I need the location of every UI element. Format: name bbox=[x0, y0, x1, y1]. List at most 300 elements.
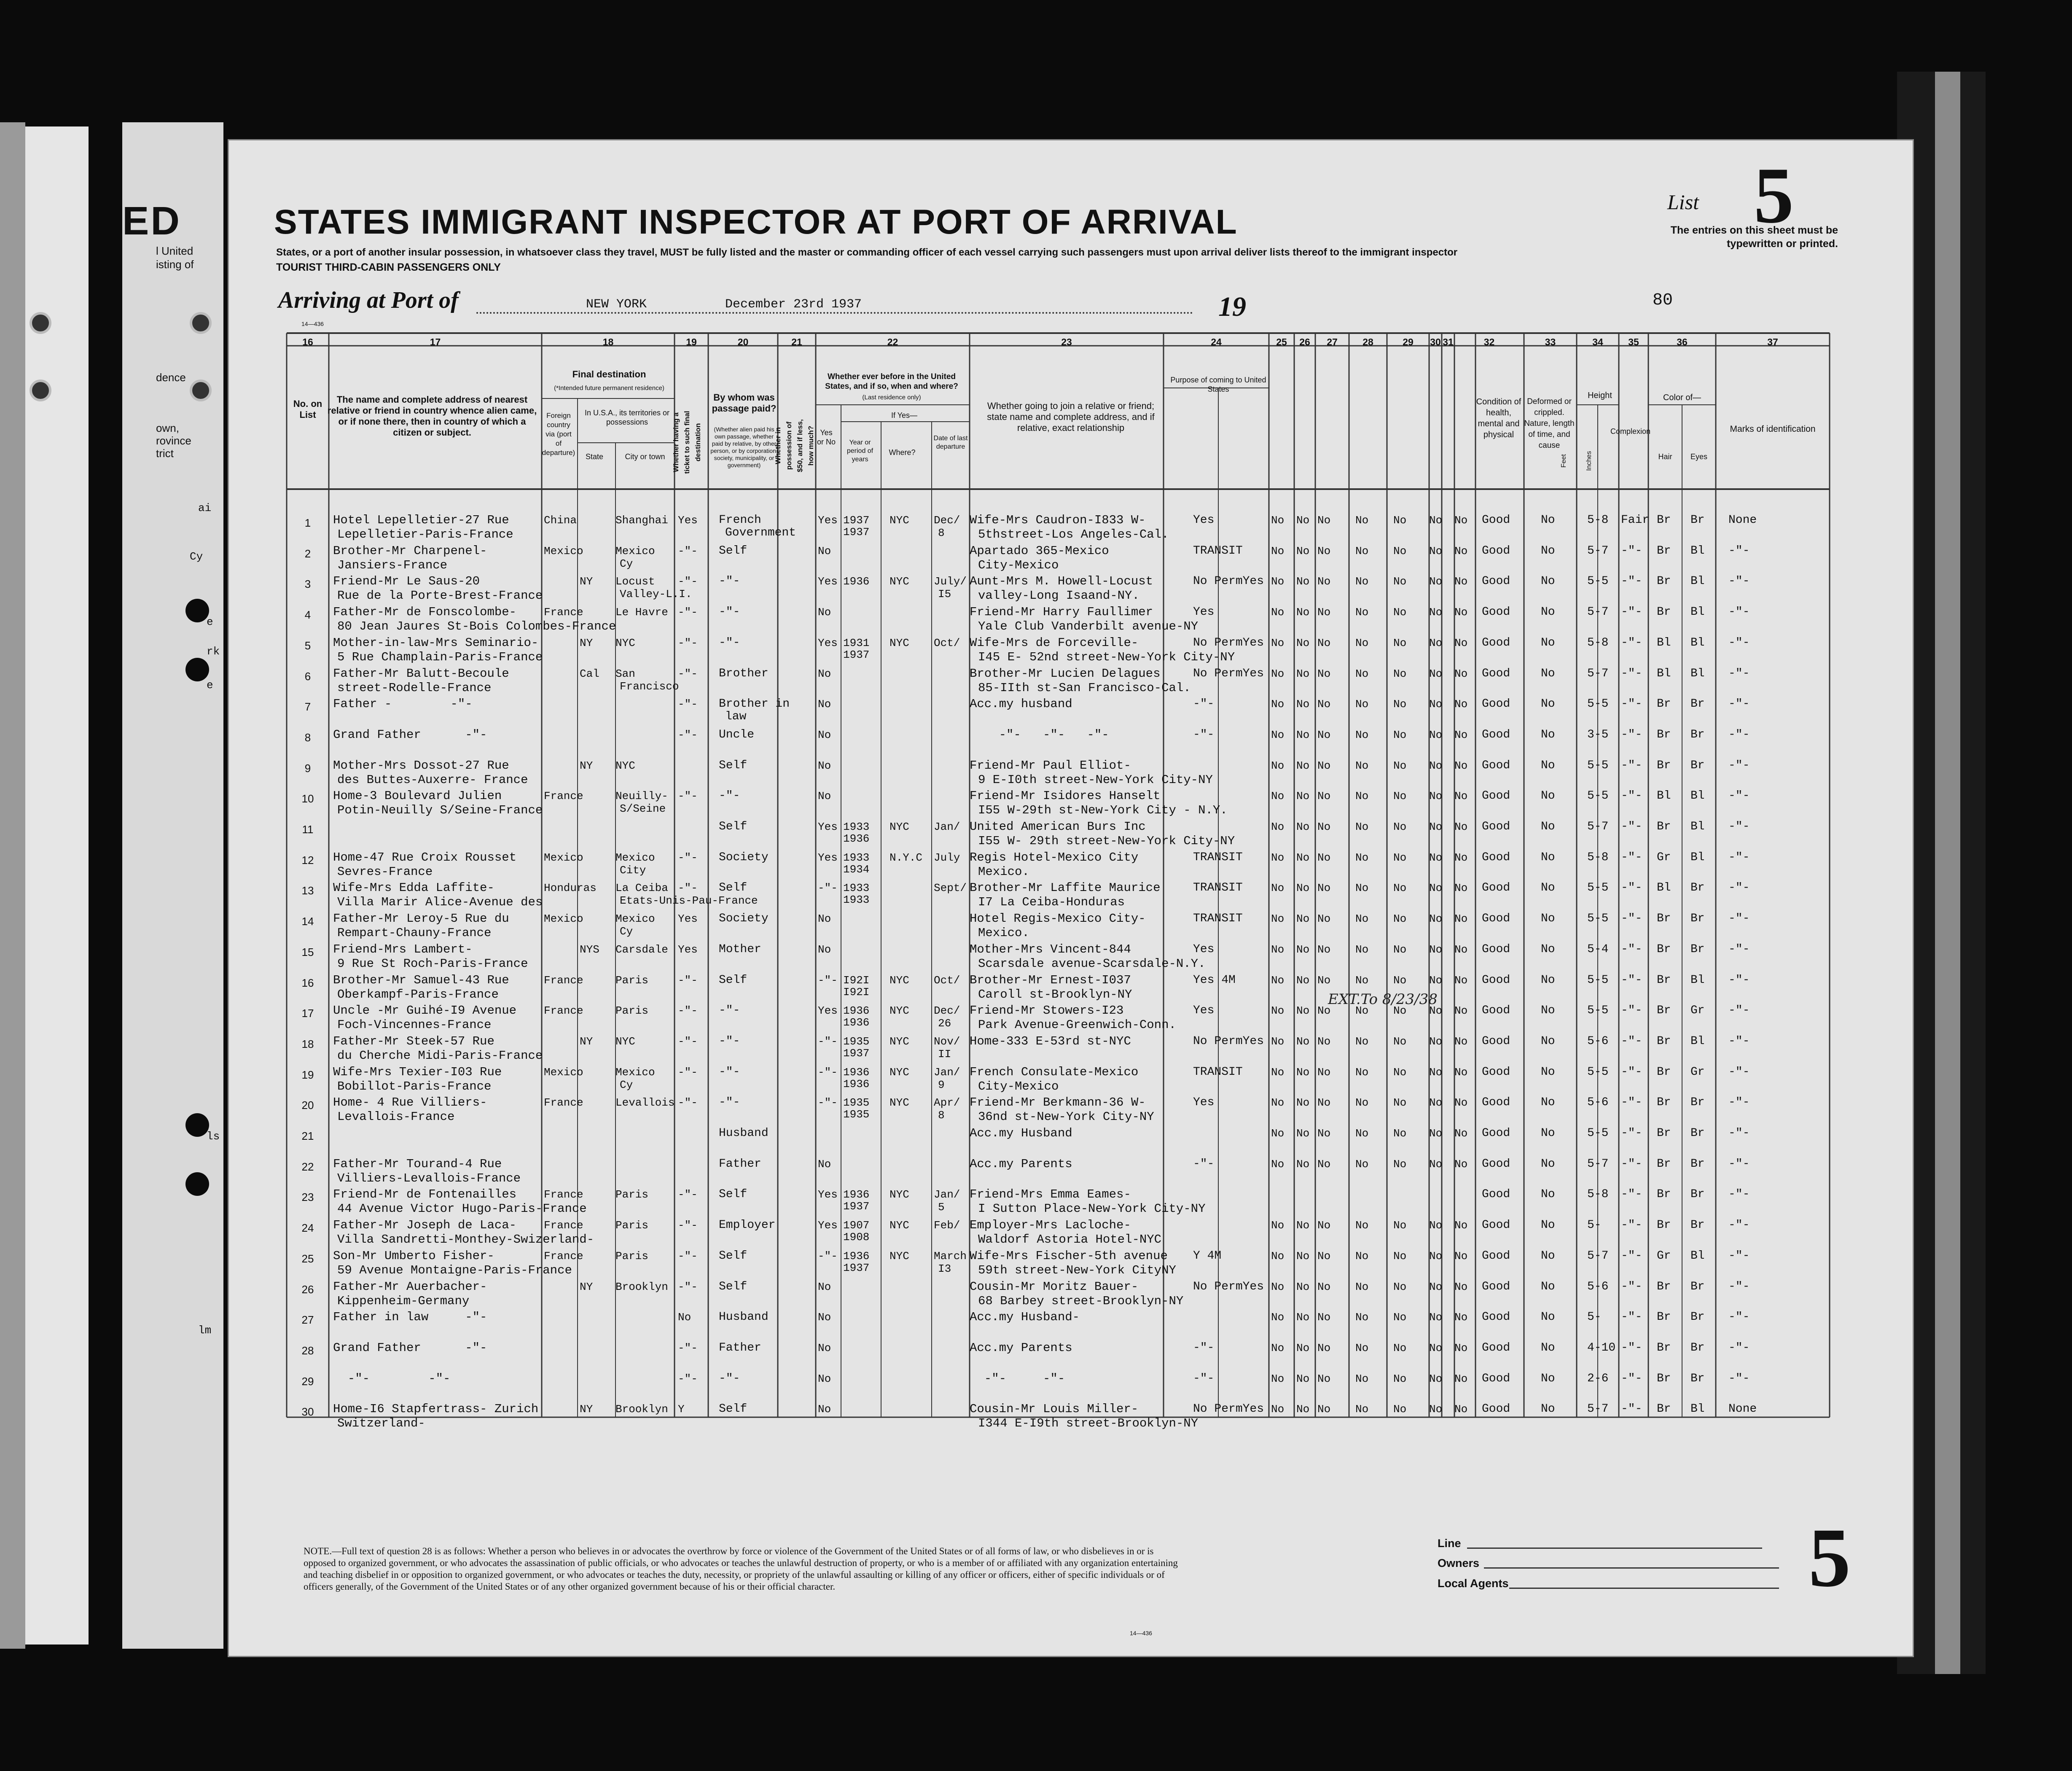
cell-ht: 5-6 bbox=[1587, 1280, 1609, 1293]
cell-health: Good bbox=[1482, 1065, 1510, 1079]
cell-c31: No bbox=[1454, 974, 1468, 987]
cell-c27: No bbox=[1317, 851, 1331, 864]
cell-c28: No bbox=[1355, 1249, 1369, 1262]
cell-c29: No bbox=[1393, 514, 1407, 527]
cell-deform: No bbox=[1541, 1034, 1555, 1048]
cell-deform: No bbox=[1541, 1065, 1555, 1079]
column-number: 30 bbox=[1430, 336, 1441, 347]
cell-city: Le Havre bbox=[615, 606, 668, 619]
cell-c31: No bbox=[1454, 728, 1468, 741]
cell-c27: No bbox=[1317, 1372, 1331, 1385]
cell-c27: No bbox=[1317, 1280, 1331, 1293]
cell-deform: No bbox=[1541, 942, 1555, 956]
col-header-color: Color of— bbox=[1663, 393, 1701, 402]
cell-health: Good bbox=[1482, 1219, 1510, 1232]
cell-c31: No bbox=[1454, 1004, 1468, 1017]
cell-cpx: -"- bbox=[1621, 697, 1642, 711]
cell-c26: No bbox=[1296, 1341, 1310, 1354]
cell-city2: Cy bbox=[620, 925, 633, 938]
cell-hair: Br bbox=[1657, 1311, 1671, 1324]
cell-rel1: Father in law -"- bbox=[333, 1310, 487, 1324]
cell-yes: No bbox=[818, 606, 831, 619]
cell-c25: No bbox=[1271, 759, 1285, 772]
cell-c25: No bbox=[1271, 821, 1285, 833]
cell-health: Good bbox=[1482, 912, 1510, 926]
cell-yes: Yes bbox=[818, 851, 838, 864]
cell-health: Good bbox=[1482, 820, 1510, 833]
cell-city2: City bbox=[620, 864, 646, 877]
cell-tkt: -"- bbox=[678, 1372, 698, 1385]
cell-ht: 5-5 bbox=[1587, 1065, 1609, 1079]
cell-eyes: Gr bbox=[1690, 1065, 1705, 1079]
cell-c29: No bbox=[1393, 1341, 1407, 1354]
cell-marks: -"- bbox=[1728, 1219, 1750, 1232]
cell-rel2: Potin-Neuilly S/Seine-France bbox=[337, 803, 543, 818]
cell-marks: -"- bbox=[1728, 1004, 1750, 1017]
cell-join2: Yale Club Vanderbilt avenue-NY bbox=[978, 619, 1199, 634]
cell-marks: -"- bbox=[1728, 973, 1750, 987]
page-number: 5 bbox=[1809, 1511, 1851, 1604]
col-header-marks: Marks of identification bbox=[1730, 424, 1816, 434]
cell-ht: 5-5 bbox=[1587, 759, 1609, 772]
cell-c29: No bbox=[1393, 943, 1407, 956]
cell-c30: No bbox=[1429, 667, 1443, 680]
cell-health: Good bbox=[1482, 1004, 1510, 1017]
cell-yes: No bbox=[818, 1280, 831, 1293]
cell-tkt: -"- bbox=[678, 1280, 698, 1293]
cell-ctry: France bbox=[544, 1249, 583, 1262]
left-page-text: trict bbox=[156, 447, 174, 460]
cell-paid: Self bbox=[719, 544, 747, 557]
cell-cpx: -"- bbox=[1621, 1280, 1642, 1293]
cell-deform: No bbox=[1541, 1188, 1555, 1201]
row-number: 25 bbox=[301, 1252, 314, 1265]
cell-c25: No bbox=[1271, 1403, 1285, 1416]
punch-hole bbox=[185, 599, 209, 622]
cell-city2: Cy bbox=[620, 557, 633, 570]
cell-deform: No bbox=[1541, 697, 1555, 711]
cell-health: Good bbox=[1482, 1280, 1510, 1293]
cell-purp: No PermYes bbox=[1193, 667, 1264, 680]
cell-yes: Yes bbox=[818, 1004, 838, 1017]
cell-deform: No bbox=[1541, 1157, 1555, 1171]
cell-c25: No bbox=[1271, 851, 1285, 864]
cell-cpx: -"- bbox=[1621, 881, 1642, 895]
cell-join2: I55 W- 29th street-New-York City-NY bbox=[978, 834, 1235, 848]
cell-c28: No bbox=[1355, 882, 1369, 895]
row-number: 23 bbox=[301, 1191, 314, 1204]
cell-yr1: 1936 bbox=[843, 1066, 870, 1079]
cell-marks: -"- bbox=[1728, 1157, 1750, 1171]
cell-deform: No bbox=[1541, 1311, 1555, 1324]
cell-ctry: France bbox=[544, 1188, 583, 1201]
row-number: 30 bbox=[301, 1405, 314, 1418]
cell-marks: -"- bbox=[1728, 1065, 1750, 1079]
list-label: List bbox=[1667, 190, 1699, 214]
cell-c25: No bbox=[1271, 606, 1285, 619]
cell-eyes: Br bbox=[1690, 881, 1705, 895]
col-header-purpose: Purpose of coming to United States bbox=[1170, 376, 1266, 393]
cell-paid2: Government bbox=[725, 526, 796, 539]
cell-health: Good bbox=[1482, 636, 1510, 649]
cell-state: NY bbox=[580, 1035, 593, 1048]
cell-c29: No bbox=[1393, 636, 1407, 649]
cell-join2: I7 La Ceiba-Honduras bbox=[978, 895, 1125, 910]
cell-cpx: -"- bbox=[1621, 851, 1642, 864]
cell-city2: Valley-L.I. bbox=[620, 588, 692, 601]
cell-c31: No bbox=[1454, 698, 1468, 711]
cell-marks: -"- bbox=[1728, 1341, 1750, 1354]
cell-hair: Br bbox=[1657, 1004, 1671, 1017]
cell-cpx: -"- bbox=[1621, 1127, 1642, 1140]
cell-c25: No bbox=[1271, 1219, 1285, 1232]
cell-c25: No bbox=[1271, 1341, 1285, 1354]
cell-hair: Br bbox=[1657, 912, 1671, 926]
cell-date2: 8 bbox=[938, 1109, 945, 1122]
row-number: 16 bbox=[301, 976, 314, 989]
cell-deform: No bbox=[1541, 514, 1555, 527]
cell-cpx: -"- bbox=[1621, 1219, 1642, 1232]
cell-c26: No bbox=[1296, 1372, 1310, 1385]
cell-paid: Father bbox=[719, 1341, 761, 1354]
cell-hair: Br bbox=[1657, 1341, 1671, 1354]
cell-city: Paris bbox=[615, 1004, 649, 1017]
cell-c30: No bbox=[1429, 821, 1443, 833]
cell-c26: No bbox=[1296, 606, 1310, 619]
cell-join1: Hotel Regis-Mexico City- bbox=[970, 912, 1146, 926]
cell-c31: No bbox=[1454, 882, 1468, 895]
col-header-relative: The name and complete address of nearest relative or friend in country whence alien came, or if none there, then in country of which a citizen or subject. bbox=[327, 394, 537, 438]
cell-tkt: Yes bbox=[678, 912, 698, 926]
column-number: 22 bbox=[887, 336, 898, 347]
cell-yr1: 1907 bbox=[843, 1219, 870, 1232]
cell-c30: No bbox=[1429, 1311, 1443, 1324]
cell-cpx: -"- bbox=[1621, 1096, 1642, 1109]
cell-paid: -"- bbox=[719, 636, 740, 649]
cell-yes: No bbox=[818, 912, 831, 926]
cell-c31: No bbox=[1454, 514, 1468, 527]
cell-rel2: Jansiers-France bbox=[337, 558, 448, 572]
cell-c27: No bbox=[1317, 1219, 1331, 1232]
cell-c29: No bbox=[1393, 1127, 1407, 1140]
cell-rel1: Friend-Mrs Lambert- bbox=[333, 942, 473, 956]
col-header-eyes: Eyes bbox=[1690, 452, 1708, 461]
cell-c31: No bbox=[1454, 790, 1468, 803]
cell-yes: Yes bbox=[818, 821, 838, 833]
column-number: 36 bbox=[1677, 336, 1688, 347]
cell-c27: No bbox=[1317, 821, 1331, 833]
cell-hair: Br bbox=[1657, 697, 1671, 711]
cell-join2: 5thstreet-Los Angeles-Cal. bbox=[978, 528, 1169, 541]
left-page-text: ls bbox=[207, 1130, 220, 1143]
cell-rel1: Mother-Mrs Dossot-27 Rue bbox=[333, 758, 509, 772]
cell-join2: I45 E- 52nd street-New-York City-NY bbox=[978, 650, 1235, 664]
cell-deform: No bbox=[1541, 1219, 1555, 1232]
cell-c31: No bbox=[1454, 1157, 1468, 1171]
cell-ctry: France bbox=[544, 1096, 583, 1109]
cell-yr2: 1936 bbox=[843, 1016, 870, 1029]
cell-date1: Nov/ bbox=[934, 1035, 960, 1048]
cell-where: NYC bbox=[890, 974, 909, 987]
cell-deform: No bbox=[1541, 851, 1555, 864]
cell-deform: No bbox=[1541, 544, 1555, 557]
agents-field bbox=[1509, 1588, 1779, 1589]
cell-c31: No bbox=[1454, 1096, 1468, 1109]
left-page-title-fragment: ED bbox=[122, 199, 181, 243]
cell-health: Good bbox=[1482, 881, 1510, 895]
cell-c26: No bbox=[1296, 974, 1310, 987]
row-number: 20 bbox=[301, 1099, 314, 1112]
cell-rel2: des Buttes-Auxerre- France bbox=[337, 772, 528, 787]
cell-where: N.Y.C bbox=[890, 851, 923, 864]
cell-c26: No bbox=[1296, 943, 1310, 956]
cell-c30: No bbox=[1429, 1004, 1443, 1017]
cell-rel1: Brother-Mr Charpenel- bbox=[333, 544, 487, 558]
cell-c31: No bbox=[1454, 1372, 1468, 1385]
cell-deform: No bbox=[1541, 1372, 1555, 1385]
cell-deform: No bbox=[1541, 881, 1555, 895]
cell-c28: No bbox=[1355, 1341, 1369, 1354]
cell-ht: 5-5 bbox=[1587, 973, 1609, 987]
cell-rel2: Villa Sandretti-Monthey-Swizerland- bbox=[337, 1233, 594, 1247]
cell-cpx: -"- bbox=[1621, 606, 1642, 619]
cell-tkt: -"- bbox=[678, 1066, 698, 1079]
cell-city: Carsdale bbox=[615, 943, 668, 956]
cell-c28: No bbox=[1355, 667, 1369, 680]
cell-marks: None bbox=[1728, 1402, 1757, 1416]
cell-ctry: France bbox=[544, 974, 583, 987]
cell-join1: United American Burs Inc bbox=[970, 820, 1146, 834]
cell-c25: No bbox=[1271, 636, 1285, 649]
cell-marks: -"- bbox=[1728, 789, 1750, 803]
cell-health: Good bbox=[1482, 697, 1510, 711]
cell-date1: Apr/ bbox=[934, 1096, 960, 1109]
cell-rel1: Father-Mr Auerbacher- bbox=[333, 1279, 487, 1294]
cell-marks: -"- bbox=[1728, 636, 1750, 649]
cell-deform: No bbox=[1541, 912, 1555, 926]
cell-c25: No bbox=[1271, 790, 1285, 803]
row-number: 15 bbox=[301, 945, 314, 958]
cell-rel2: Kippenheim-Germany bbox=[337, 1294, 470, 1308]
row-number: 2 bbox=[304, 547, 311, 560]
cell-purp: Yes bbox=[1193, 514, 1215, 527]
cell-c28: No bbox=[1355, 575, 1369, 588]
cell-yes: -"- bbox=[818, 1066, 838, 1079]
cell-purp: TRANSIT bbox=[1193, 544, 1243, 557]
cell-eyes: Br bbox=[1690, 759, 1705, 772]
column-number: 19 bbox=[686, 336, 697, 347]
cell-c26: No bbox=[1296, 1066, 1310, 1079]
cell-city: Shanghai bbox=[615, 514, 668, 527]
cell-rel1: Mother-in-law-Mrs Seminario- bbox=[333, 635, 539, 650]
cell-purp: TRANSIT bbox=[1193, 1065, 1243, 1079]
column-number: 27 bbox=[1327, 336, 1338, 347]
cell-join1: Cousin-Mr Moritz Bauer- bbox=[970, 1279, 1139, 1294]
cell-eyes: Br bbox=[1690, 1280, 1705, 1293]
cell-join2: 85-IIth st-San Francisco-Cal. bbox=[978, 681, 1191, 695]
cell-paid: Mother bbox=[719, 942, 761, 956]
list-number: 5 bbox=[1754, 151, 1794, 240]
cell-hair: Br bbox=[1657, 1219, 1671, 1232]
cell-rel1: Friend-Mr Le Saus-20 bbox=[333, 574, 480, 589]
cell-city: Neuilly- bbox=[615, 790, 668, 803]
cell-yr2: I92I bbox=[843, 985, 870, 999]
cell-health: Good bbox=[1482, 544, 1510, 557]
left-page-edge bbox=[0, 122, 25, 1649]
cell-ctry: France bbox=[544, 1219, 583, 1232]
col-header-departure-date: Date of last departure bbox=[933, 435, 968, 450]
cell-c28: No bbox=[1355, 1403, 1369, 1416]
cell-c31: No bbox=[1454, 1127, 1468, 1140]
cell-c27: No bbox=[1317, 912, 1331, 926]
cell-c28: No bbox=[1355, 821, 1369, 833]
cell-purp: Yes 4M bbox=[1193, 973, 1236, 987]
cell-c31: No bbox=[1454, 636, 1468, 649]
cell-c26: No bbox=[1296, 1280, 1310, 1293]
cell-hair: Br bbox=[1657, 942, 1671, 956]
cell-date1: Feb/ bbox=[934, 1219, 960, 1232]
cell-join1: Friend-Mr Isidores Hanselt bbox=[970, 789, 1161, 803]
cell-join1: Wife-Mrs Fischer-5th avenue bbox=[970, 1249, 1168, 1263]
cell-marks: -"- bbox=[1728, 1372, 1750, 1385]
column-number: 18 bbox=[602, 336, 614, 347]
cell-health: Good bbox=[1482, 1372, 1510, 1385]
left-page-strip bbox=[25, 126, 89, 1644]
cell-c26: No bbox=[1296, 1249, 1310, 1262]
cell-cpx: -"- bbox=[1621, 667, 1642, 680]
cell-yr2: 1937 bbox=[843, 648, 870, 661]
cell-deform: No bbox=[1541, 1004, 1555, 1017]
cell-yes: No bbox=[818, 698, 831, 711]
cell-ctry: Honduras bbox=[544, 882, 597, 895]
cell-c28: No bbox=[1355, 974, 1369, 987]
cell-ht: 5-5 bbox=[1587, 881, 1609, 895]
cell-join1: -"- -"- -"- bbox=[970, 727, 1109, 742]
cell-rel1: Father - -"- bbox=[333, 697, 473, 711]
cell-paid: Self bbox=[719, 881, 747, 895]
cell-ht: 5- bbox=[1587, 1219, 1602, 1232]
cell-deform: No bbox=[1541, 759, 1555, 772]
cell-yr1: 1936 bbox=[843, 1004, 870, 1017]
cell-cpx: -"- bbox=[1621, 973, 1642, 987]
cell-cpx: -"- bbox=[1621, 1034, 1642, 1048]
cell-rel2: 5 Rue Champlain-Paris-France bbox=[337, 650, 543, 664]
cell-marks: -"- bbox=[1728, 697, 1750, 711]
cell-eyes: Br bbox=[1690, 514, 1705, 527]
cell-c31: No bbox=[1454, 943, 1468, 956]
cell-health: Good bbox=[1482, 759, 1510, 772]
column-number: 35 bbox=[1628, 336, 1639, 347]
cell-join1: Wife-Mrs Caudron-I833 W- bbox=[970, 513, 1146, 527]
cell-health: Good bbox=[1482, 973, 1510, 987]
cell-ht: 5-8 bbox=[1587, 1188, 1609, 1201]
cell-ctry: France bbox=[544, 606, 583, 619]
entries-note: The entries on this sheet must be typewritten or printed. bbox=[1670, 224, 1838, 250]
cell-ht: 5-5 bbox=[1587, 697, 1609, 711]
cell-date1: Sept/ bbox=[934, 882, 967, 895]
cell-city: Paris bbox=[615, 974, 649, 987]
row-number: 4 bbox=[304, 608, 311, 622]
row-number: 11 bbox=[302, 823, 314, 836]
cell-city: Brooklyn bbox=[615, 1403, 668, 1416]
cell-ht: 5-8 bbox=[1587, 514, 1609, 527]
cell-c31: No bbox=[1454, 1035, 1468, 1048]
cell-tkt: Y bbox=[678, 1403, 685, 1416]
cell-state: NY bbox=[580, 759, 593, 772]
cell-eyes: Bl bbox=[1690, 789, 1705, 803]
cell-yes: No bbox=[818, 1157, 831, 1171]
cell-eyes: Br bbox=[1690, 942, 1705, 956]
cell-c25: No bbox=[1271, 1127, 1285, 1140]
owners-label: Owners bbox=[1438, 1557, 1480, 1569]
cell-paid: Self bbox=[719, 1188, 747, 1201]
cell-paid: -"- bbox=[719, 575, 740, 588]
cell-c27: No bbox=[1317, 943, 1331, 956]
cell-paid: Self bbox=[719, 973, 747, 987]
cell-cpx: -"- bbox=[1621, 912, 1642, 926]
cell-purp: -"- bbox=[1193, 1341, 1215, 1354]
column-number: 17 bbox=[430, 336, 441, 347]
cell-c28: No bbox=[1355, 636, 1369, 649]
cell-c28: No bbox=[1355, 514, 1369, 527]
cell-rel2: Sevres-France bbox=[337, 864, 433, 879]
cell-health: Good bbox=[1482, 606, 1510, 619]
cell-c30: No bbox=[1429, 882, 1443, 895]
column-number: 16 bbox=[302, 336, 313, 347]
port-value: NEW YORK bbox=[586, 297, 647, 312]
cell-c30: No bbox=[1429, 1341, 1443, 1354]
cell-c31: No bbox=[1454, 1066, 1468, 1079]
cell-join1: Brother-Mr Laffite Maurice bbox=[970, 881, 1161, 895]
cell-yes: Yes bbox=[818, 1188, 838, 1201]
cell-c31: No bbox=[1454, 759, 1468, 772]
line-field bbox=[1467, 1548, 1762, 1549]
cell-join2: 68 Barbey street-Brooklyn-NY bbox=[978, 1294, 1184, 1308]
cell-city: Paris bbox=[615, 1188, 649, 1201]
cell-date1: Dec/ bbox=[934, 1004, 960, 1017]
cell-c28: No bbox=[1355, 912, 1369, 926]
punch-hole bbox=[30, 380, 51, 401]
cell-city: Paris bbox=[615, 1219, 649, 1232]
cell-date2: 8 bbox=[938, 527, 945, 539]
cell-yes: No bbox=[818, 544, 831, 557]
cell-c29: No bbox=[1393, 821, 1407, 833]
cell-ht: 3-5 bbox=[1587, 728, 1609, 741]
cell-rel1: Father-Mr Balutt-Becoule bbox=[333, 666, 509, 681]
col-header-yes-no: Yes or No bbox=[817, 428, 836, 446]
cell-cpx: -"- bbox=[1621, 1311, 1642, 1324]
cell-health: Good bbox=[1482, 1402, 1510, 1416]
cell-tkt: -"- bbox=[678, 974, 698, 987]
cell-yr1: I92I bbox=[843, 974, 870, 987]
cell-c25: No bbox=[1271, 728, 1285, 741]
cell-c29: No bbox=[1393, 1035, 1407, 1048]
cell-paid: Father bbox=[719, 1157, 761, 1171]
cell-c26: No bbox=[1296, 636, 1310, 649]
cell-ht: 5-5 bbox=[1587, 1127, 1609, 1140]
cell-c29: No bbox=[1393, 1403, 1407, 1416]
cell-yr2: 1937 bbox=[843, 1047, 870, 1060]
cell-deform: No bbox=[1541, 1280, 1555, 1293]
cell-c27: No bbox=[1317, 1035, 1331, 1048]
cell-tkt: -"- bbox=[678, 698, 698, 711]
cell-paid: French bbox=[719, 514, 761, 527]
cell-eyes: Bl bbox=[1690, 1249, 1705, 1262]
cell-yes: No bbox=[818, 943, 831, 956]
cell-c27: No bbox=[1317, 1341, 1331, 1354]
cell-paid: Self bbox=[719, 820, 747, 833]
cell-paid2: law bbox=[725, 710, 747, 724]
